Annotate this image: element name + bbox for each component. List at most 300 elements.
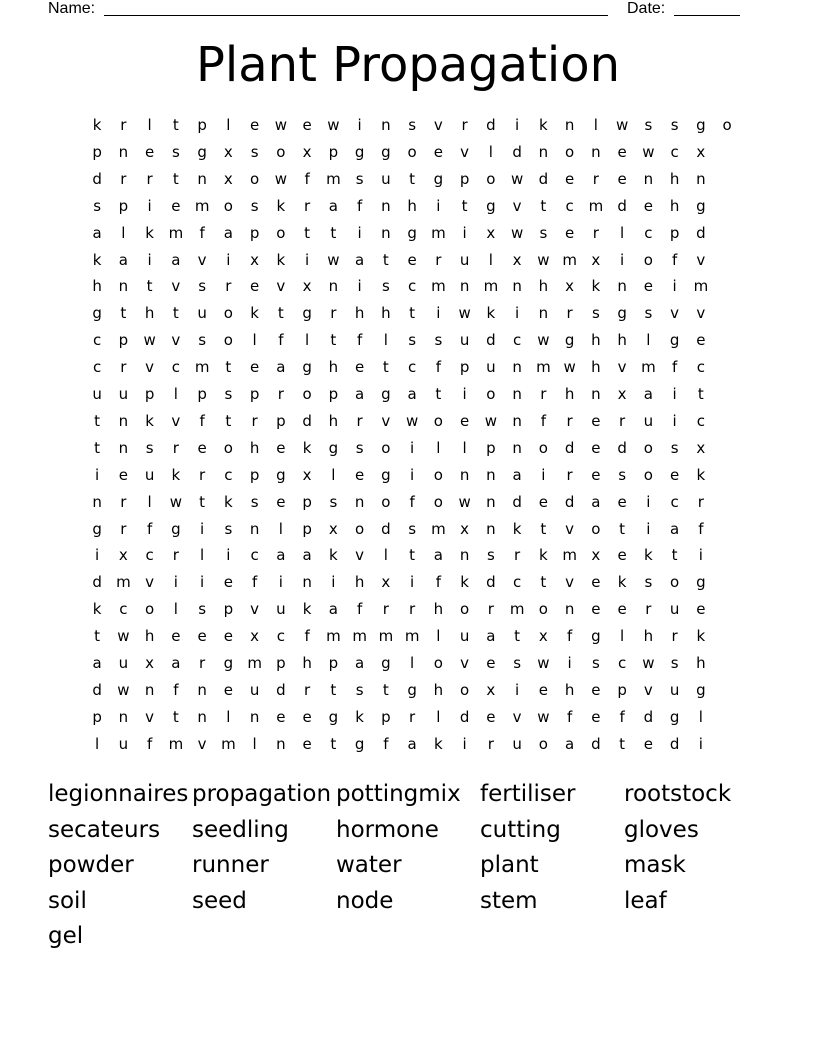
grid-letter: c: [408, 358, 417, 377]
grid-letter: f: [146, 519, 153, 538]
grid-letter: c: [696, 358, 705, 377]
grid-letter: g: [92, 304, 102, 323]
grid-letter: g: [669, 707, 680, 726]
grid-letter: l: [226, 116, 231, 134]
grid-letter: x: [696, 142, 706, 161]
grid-letter: n: [302, 573, 312, 592]
grid-letter: o: [302, 385, 312, 403]
grid-letter: l: [331, 465, 336, 484]
grid-letter: t: [540, 573, 547, 592]
grid-letter: n: [197, 707, 207, 726]
grid-letter: r: [330, 304, 337, 323]
grid-letter: s: [408, 331, 417, 350]
grid-letter: a: [433, 546, 443, 565]
grid-letter: r: [225, 277, 232, 296]
grid-letter: k: [145, 223, 154, 242]
grid-letter: n: [486, 492, 496, 511]
grid-letter: c: [618, 654, 627, 672]
grid-letter: f: [304, 169, 310, 188]
grid-letter: l: [252, 331, 257, 350]
grid-letter: p: [197, 116, 207, 134]
grid-letter: m: [431, 519, 446, 538]
grid-letter: s: [670, 654, 679, 672]
grid-letter: o: [486, 169, 496, 188]
grid-letter: x: [512, 250, 522, 269]
grid-letter: s: [250, 196, 259, 215]
grid-letter: o: [486, 385, 496, 403]
grid-letter: g: [276, 465, 286, 484]
date-line: [674, 15, 740, 16]
grid-letter: e: [197, 438, 207, 457]
grid-letter: g: [696, 573, 706, 592]
grid-letter: s: [224, 519, 233, 538]
grid-letter: l: [173, 600, 178, 619]
grid-letter: i: [147, 196, 152, 215]
grid-letter: d: [669, 734, 680, 753]
grid-letter: n: [118, 142, 129, 161]
grid-letter: s: [670, 116, 679, 134]
grid-letter: h: [591, 358, 601, 377]
grid-letter: s: [408, 116, 417, 134]
grid-letter: m: [431, 223, 446, 242]
grid-letter: k: [224, 492, 233, 511]
grid-letter: x: [538, 627, 548, 646]
grid-letter: h: [669, 196, 680, 215]
grid-letter: a: [643, 385, 653, 403]
grid-letter: s: [644, 116, 653, 134]
grid-letter: i: [698, 734, 703, 753]
grid-letter: f: [199, 411, 205, 430]
grid-letter: g: [302, 358, 312, 377]
grid-letter: e: [276, 492, 286, 511]
grid-letter: m: [247, 654, 262, 672]
grid-letter: e: [591, 438, 601, 457]
grid-letter: p: [328, 385, 339, 403]
grid-letter: u: [381, 169, 391, 188]
grid-letter: u: [249, 680, 260, 699]
grid-letter: v: [145, 573, 155, 592]
grid-letter: a: [355, 385, 365, 403]
grid-letter: a: [355, 250, 365, 269]
grid-letter: m: [588, 196, 604, 215]
grid-letter: d: [696, 223, 706, 242]
grid-letter: r: [172, 546, 179, 565]
grid-letter: e: [643, 196, 653, 215]
grid-letter: x: [145, 654, 155, 672]
grid-letter: n: [591, 385, 601, 403]
grid-letter: c: [644, 223, 653, 242]
grid-letter: f: [671, 250, 678, 269]
grid-letter: w: [274, 169, 288, 188]
grid-letter: t: [409, 169, 416, 188]
grid-letter: m: [483, 277, 499, 296]
grid-letter: i: [515, 304, 520, 323]
grid-letter: e: [276, 707, 286, 726]
grid-letter: s: [171, 142, 180, 161]
grid-letter: r: [566, 304, 573, 323]
grid-letter: r: [514, 546, 521, 565]
grid-letter: s: [250, 492, 259, 511]
grid-letter: l: [620, 223, 625, 242]
grid-letter: n: [381, 116, 391, 134]
grid-letter: k: [355, 707, 364, 726]
grid-letter: h: [696, 654, 706, 672]
grid-letter: t: [330, 331, 337, 350]
grid-letter: e: [302, 116, 312, 134]
grid-letter: c: [93, 358, 102, 377]
grid-letter: v: [565, 519, 575, 538]
grid-letter: t: [382, 250, 389, 269]
grid-letter: a: [565, 734, 575, 753]
grid-letter: i: [95, 546, 100, 565]
grid-letter: f: [619, 707, 625, 726]
grid-letter: d: [92, 680, 102, 699]
grid-letter: i: [95, 465, 100, 484]
grid-letter: d: [512, 142, 522, 161]
grid-letter: d: [486, 573, 496, 592]
grid-letter: s: [408, 519, 417, 538]
grid-letter: x: [223, 169, 233, 188]
grid-letter: o: [433, 411, 443, 430]
grid-letter: l: [252, 734, 257, 753]
grid-letter: r: [671, 627, 678, 646]
word-bank-item: leaf: [624, 887, 667, 914]
grid-letter: i: [462, 223, 467, 242]
grid-letter: e: [250, 116, 260, 134]
page-title: Plant Propagation: [195, 37, 621, 93]
grid-letter: l: [383, 331, 388, 350]
grid-letter: i: [278, 573, 283, 592]
grid-letter: x: [486, 680, 496, 699]
grid-letter: f: [356, 196, 363, 215]
grid-letter: k: [486, 304, 496, 323]
grid-letter: e: [197, 627, 207, 646]
grid-letter: p: [249, 385, 260, 403]
grid-letter: i: [331, 573, 336, 592]
word-bank-item: rootstock: [624, 781, 732, 807]
grid-letter: w: [537, 250, 550, 269]
grid-letter: r: [199, 465, 206, 484]
grid-letter: v: [512, 707, 522, 726]
grid-letter: k: [250, 304, 259, 323]
grid-letter: n: [118, 277, 129, 296]
grid-letter: o: [276, 142, 286, 161]
grid-letter: o: [538, 600, 548, 619]
grid-letter: n: [617, 277, 627, 296]
grid-letter: a: [407, 385, 417, 403]
grid-letter: e: [538, 680, 548, 699]
grid-letter: v: [197, 734, 207, 753]
grid-letter: h: [433, 680, 444, 699]
grid-letter: g: [171, 519, 181, 538]
grid-letter: d: [591, 734, 601, 753]
grid-letter: i: [436, 304, 441, 323]
grid-letter: k: [512, 519, 522, 538]
grid-letter: l: [121, 223, 126, 242]
grid-letter: e: [250, 358, 260, 377]
grid-letter: v: [171, 277, 181, 296]
grid-letter: g: [302, 304, 312, 323]
grid-letter: w: [327, 116, 340, 134]
grid-letter: a: [591, 492, 601, 511]
grid-letter: s: [329, 492, 338, 511]
grid-letter: o: [538, 734, 548, 753]
grid-letter: c: [513, 331, 522, 350]
grid-letter: e: [223, 680, 233, 699]
grid-letter: n: [197, 169, 207, 188]
grid-letter: r: [146, 169, 153, 188]
grid-letter: s: [591, 654, 600, 672]
grid-letter: x: [591, 250, 601, 269]
grid-letter: v: [171, 331, 181, 350]
grid-letter: n: [144, 680, 155, 699]
word-bank-item: plant: [480, 852, 539, 878]
grid-letter: w: [484, 411, 498, 430]
grid-letter: i: [646, 492, 651, 511]
grid-letter: o: [381, 438, 391, 457]
grid-letter: s: [250, 142, 259, 161]
grid-letter: h: [354, 304, 365, 323]
grid-letter: t: [382, 680, 389, 699]
grid-letter: f: [566, 627, 573, 646]
grid-letter: a: [223, 223, 233, 242]
grid-letter: n: [381, 223, 391, 242]
grid-letter: t: [277, 304, 284, 323]
grid-letter: l: [278, 519, 283, 538]
grid-letter: n: [512, 277, 522, 296]
grid-letter: p: [328, 142, 339, 161]
grid-letter: e: [617, 169, 627, 188]
grid-letter: h: [564, 385, 575, 403]
grid-letter: v: [381, 411, 391, 430]
grid-letter: o: [460, 680, 470, 699]
grid-letter: d: [617, 196, 627, 215]
grid-letter: e: [670, 465, 680, 484]
word-bank-item: propagation: [192, 781, 332, 807]
grid-letter: o: [381, 492, 391, 511]
grid-letter: c: [670, 142, 679, 161]
grid-letter: s: [355, 438, 364, 457]
grid-letter: v: [512, 196, 522, 215]
grid-letter: i: [147, 250, 152, 269]
grid-letter: k: [617, 573, 627, 592]
grid-letter: f: [383, 734, 389, 753]
grid-letter: p: [118, 331, 129, 350]
grid-letter: x: [617, 385, 627, 403]
grid-letter: g: [696, 116, 706, 134]
grid-letter: c: [171, 358, 180, 377]
grid-letter: v: [145, 707, 155, 726]
grid-letter: t: [172, 116, 179, 134]
grid-letter: e: [643, 277, 653, 296]
grid-letter: p: [144, 385, 155, 403]
grid-letter: s: [355, 680, 364, 699]
grid-letter: l: [226, 707, 231, 726]
grid-letter: t: [330, 680, 337, 699]
grid-letter: r: [697, 492, 704, 511]
grid-letter: p: [197, 385, 207, 403]
grid-letter: m: [326, 169, 341, 188]
grid-letter: e: [223, 573, 233, 592]
grid-letter: t: [146, 277, 153, 296]
grid-letter: g: [92, 519, 102, 538]
grid-letter: x: [591, 546, 601, 565]
grid-letter: d: [564, 492, 575, 511]
grid-letter: i: [620, 250, 625, 269]
grid-letter: g: [696, 680, 706, 699]
grid-letter: s: [198, 331, 207, 350]
date-label: Date:: [627, 0, 666, 17]
grid-letter: t: [461, 196, 468, 215]
grid-letter: o: [250, 169, 260, 188]
grid-letter: l: [698, 707, 703, 726]
grid-letter: g: [591, 627, 601, 646]
grid-letter: u: [512, 734, 522, 753]
grid-letter: n: [564, 116, 575, 134]
grid-letter: i: [357, 277, 362, 296]
word-bank-item: seedling: [192, 816, 289, 843]
grid-letter: g: [381, 465, 391, 484]
grid-letter: a: [276, 546, 286, 565]
grid-letter: d: [381, 519, 391, 538]
grid-letter: m: [194, 196, 210, 215]
grid-letter: a: [355, 654, 365, 672]
grid-letter: g: [381, 385, 391, 403]
grid-letter: x: [696, 438, 706, 457]
grid-letter: p: [276, 654, 286, 672]
grid-letter: k: [434, 734, 443, 753]
grid-letter: r: [120, 116, 127, 134]
grid-letter: v: [617, 358, 627, 377]
grid-letter: h: [591, 331, 601, 350]
grid-letter: r: [566, 465, 573, 484]
grid-letter: e: [565, 223, 575, 242]
grid-letter: x: [250, 250, 260, 269]
grid-letter: o: [223, 196, 233, 215]
word-bank-item: stem: [480, 887, 538, 914]
grid-letter: k: [302, 438, 312, 457]
grid-letter: m: [509, 600, 525, 619]
grid-letter: s: [198, 600, 207, 619]
grid-letter: w: [510, 169, 524, 188]
grid-letter: p: [617, 680, 627, 699]
grid-letter: e: [250, 277, 260, 296]
grid-letter: t: [382, 358, 389, 377]
grid-letter: t: [514, 627, 521, 646]
grid-letter: a: [328, 196, 338, 215]
grid-letter: u: [459, 331, 470, 350]
grid-letter: c: [145, 546, 154, 565]
grid-letter: c: [93, 331, 102, 350]
grid-letter: x: [486, 223, 496, 242]
grid-letter: i: [698, 546, 703, 565]
grid-letter: e: [591, 411, 601, 430]
grid-letter: u: [669, 600, 680, 619]
grid-letter: i: [567, 654, 572, 672]
grid-letter: o: [223, 331, 233, 350]
grid-letter: v: [197, 250, 207, 269]
grid-letter: c: [119, 600, 128, 619]
grid-letter: i: [200, 519, 205, 538]
grid-letter: c: [565, 196, 574, 215]
grid-letter: n: [354, 492, 365, 511]
grid-letter: n: [459, 546, 470, 565]
grid-letter: w: [615, 116, 629, 134]
grid-letter: x: [328, 519, 338, 538]
grid-letter: n: [118, 411, 129, 430]
word-bank-item: node: [336, 887, 394, 914]
word-bank-item: powder: [48, 852, 134, 878]
grid-letter: l: [305, 331, 310, 350]
grid-letter: s: [93, 196, 102, 215]
grid-letter: n: [197, 680, 207, 699]
grid-letter: e: [591, 600, 601, 619]
grid-letter: w: [117, 680, 130, 699]
grid-letter: e: [276, 438, 286, 457]
grid-letter: m: [641, 358, 656, 377]
grid-letter: w: [642, 142, 655, 161]
grid-letter: t: [94, 411, 101, 430]
grid-letter: p: [92, 707, 102, 726]
grid-letter: v: [250, 600, 260, 619]
grid-letter: t: [330, 734, 337, 753]
grid-letter: o: [460, 600, 470, 619]
grid-letter: t: [304, 223, 311, 242]
grid-letter: m: [168, 734, 184, 753]
grid-letter: e: [486, 707, 496, 726]
grid-letter: e: [302, 734, 312, 753]
grid-letter: e: [696, 331, 706, 350]
grid-letter: w: [537, 654, 550, 672]
grid-letter: r: [120, 358, 127, 377]
grid-letter: r: [645, 600, 652, 619]
grid-letter: w: [458, 304, 471, 323]
grid-letter: c: [224, 465, 233, 484]
grid-letter: h: [144, 304, 155, 323]
grid-letter: o: [643, 465, 653, 484]
grid-letter: h: [354, 573, 365, 592]
grid-letter: n: [696, 169, 706, 188]
grid-letter: p: [381, 707, 391, 726]
grid-letter: i: [173, 573, 178, 592]
grid-letter: u: [118, 654, 129, 672]
grid-letter: a: [171, 250, 181, 269]
grid-letter: n: [249, 519, 260, 538]
grid-letter: o: [591, 519, 601, 538]
grid-letter: s: [644, 573, 653, 592]
grid-letter: a: [512, 465, 522, 484]
grid-letter: e: [696, 600, 706, 619]
grid-letter: x: [302, 277, 312, 296]
grid-letter: v: [355, 546, 365, 565]
grid-letter: m: [326, 627, 341, 646]
grid-letter: l: [593, 116, 598, 134]
grid-letter: r: [435, 250, 442, 269]
grid-letter: l: [173, 385, 178, 403]
grid-letter: o: [433, 465, 443, 484]
grid-letter: r: [619, 411, 626, 430]
grid-letter: e: [617, 492, 627, 511]
grid-letter: f: [356, 331, 363, 350]
grid-letter: g: [407, 680, 417, 699]
grid-letter: h: [92, 277, 102, 296]
grid-letter: k: [329, 546, 338, 565]
grid-letter: v: [460, 654, 470, 672]
grid-letter: x: [223, 142, 233, 161]
grid-letter: n: [328, 277, 339, 296]
grid-letter: x: [118, 546, 128, 565]
word-bank-item: mask: [624, 852, 686, 878]
